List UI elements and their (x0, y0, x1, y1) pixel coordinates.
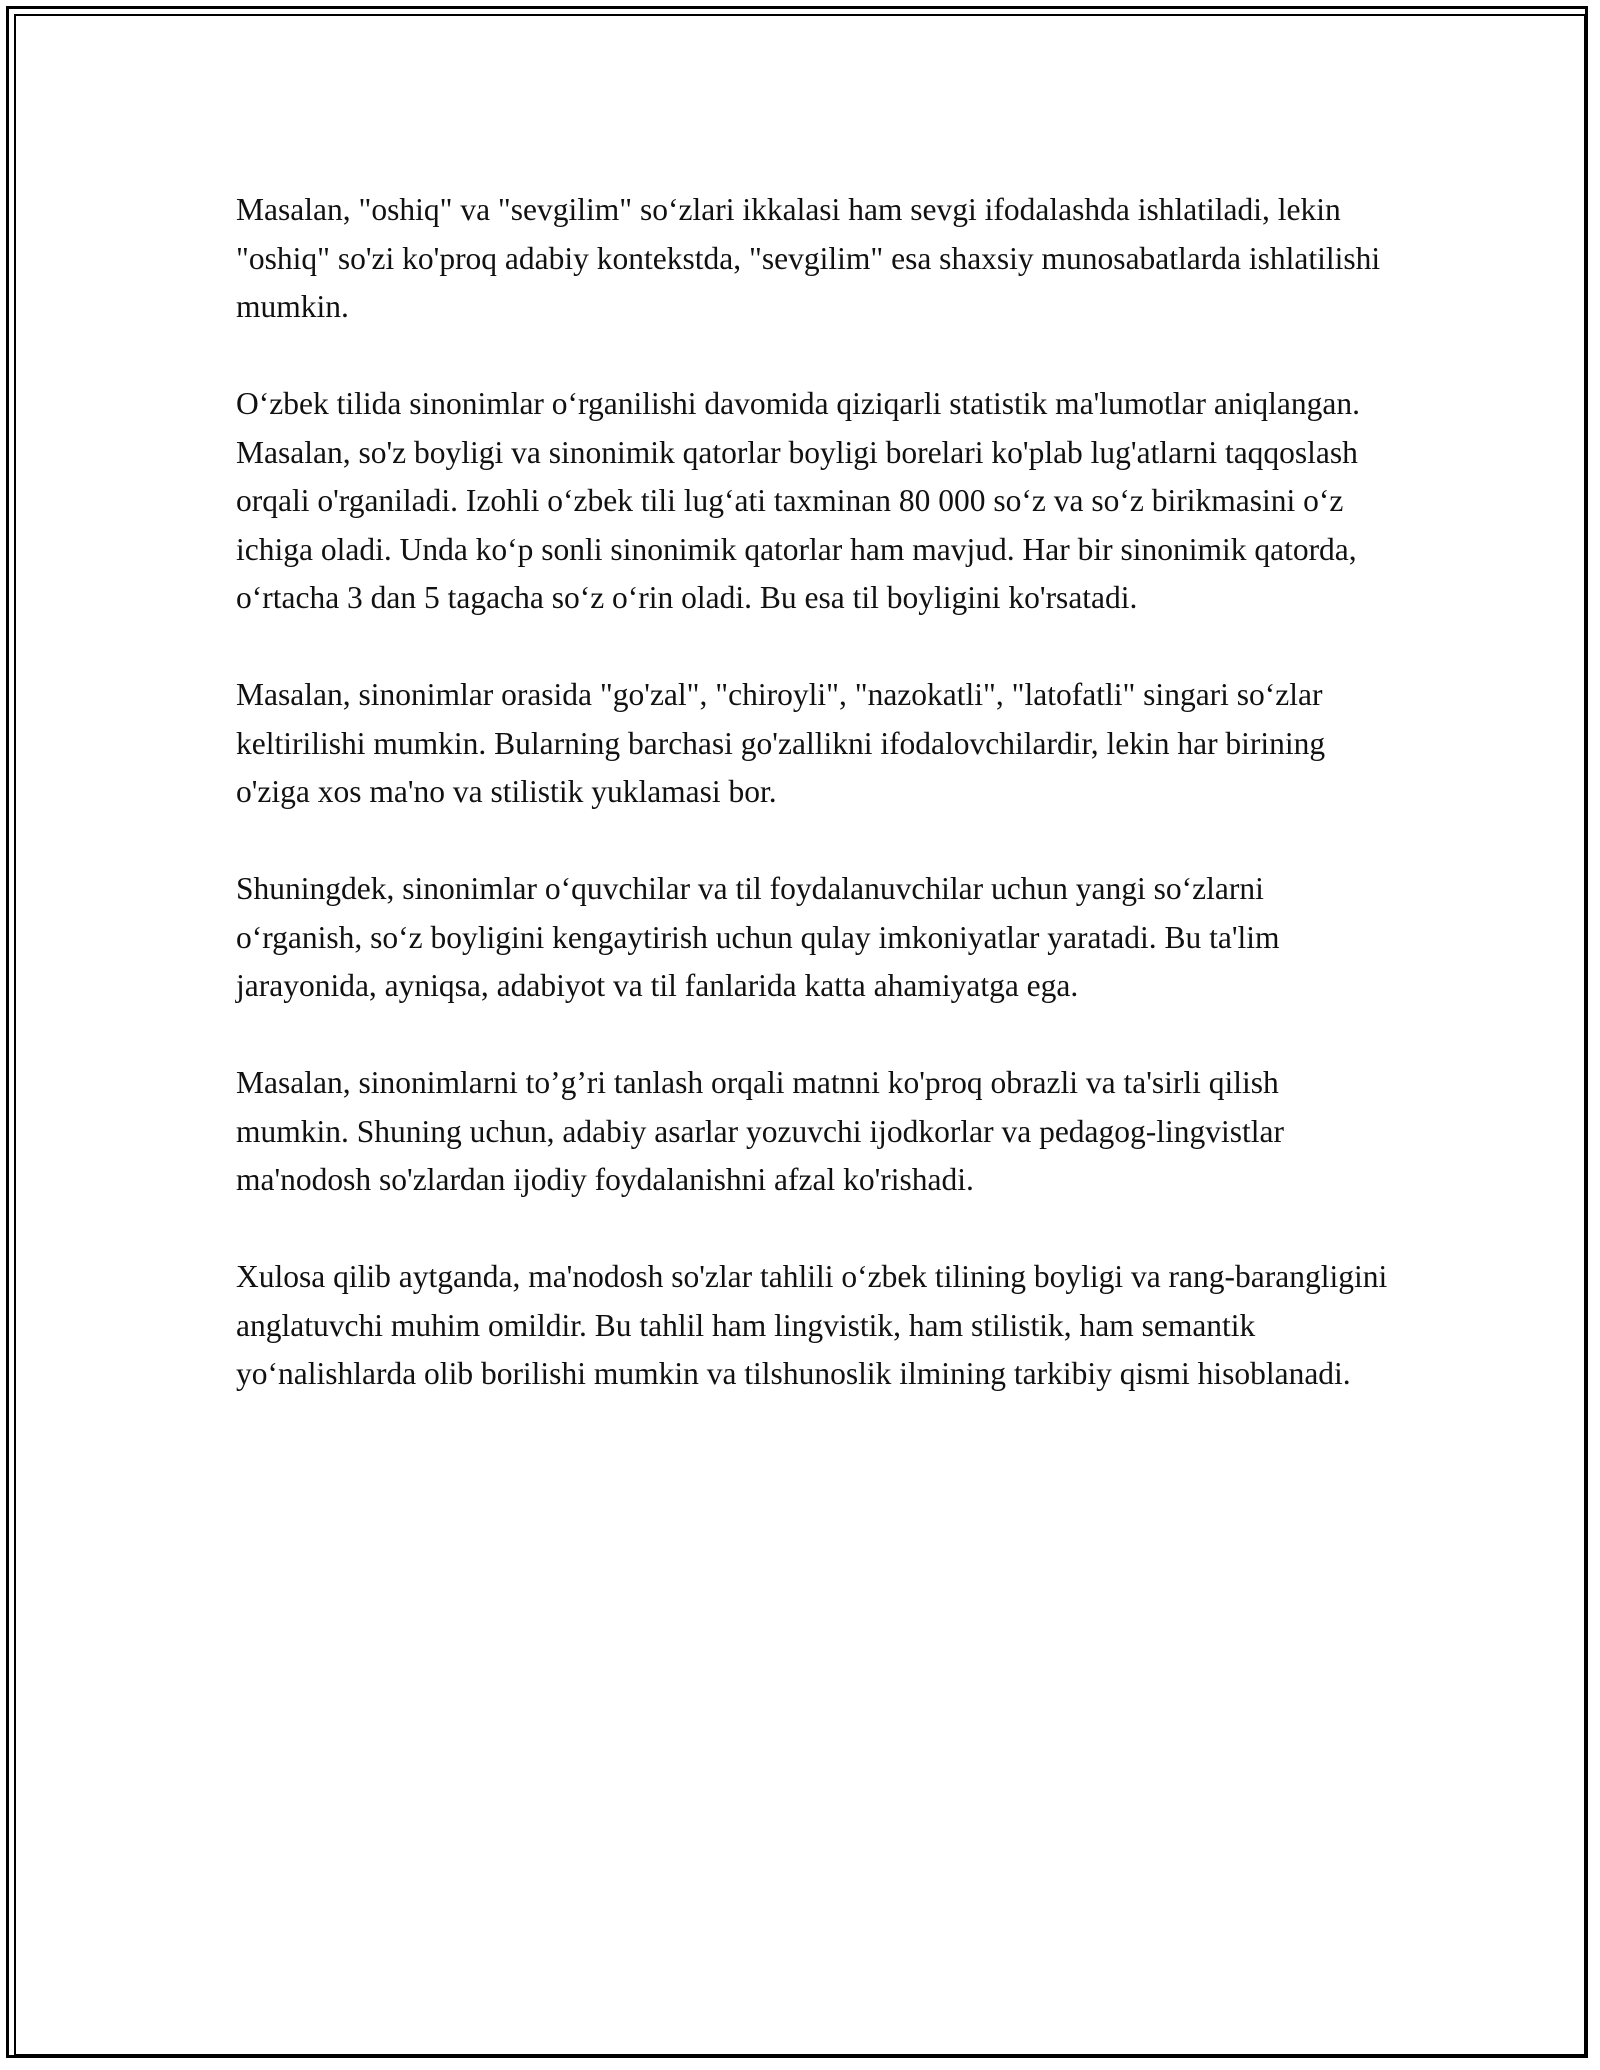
paragraph-synonym-example-beauty: Masalan, sinonimlar orasida "go'zal", "chiroyli", "nazokatli", "latofatli" singari so‘zlar keltirilishi mumkin. Bularning barchasi go'zallikni ifodalovchilardir, lekin har birining o'ziga xos ma'no va stilistik yuklamasi bor. (236, 677, 1326, 809)
paragraph-statistics: O‘zbek tilida sinonimlar o‘rganilishi davomida qiziqarli statistik ma'lumotlar aniqlangan. Masalan, so'z boyligi va sinonimik qatorlar boyligi borelari ko'plab lug'atlarni taqqoslash orqali o'rganiladi. Izohli o‘zbek tili lug‘ati taxminan 80 000 so‘z va so‘z birikmasini o‘z ichiga oladi. Unda ko‘p sonli sinonimik qatorlar ham mavjud. Har bir sinonimik qatorda, o‘rtacha 3 dan 5 tagacha so‘z o‘rin oladi. Bu esa til boyligini ko'rsatadi. (236, 386, 1360, 615)
document-body (236, 186, 1396, 1447)
paragraph-learning-benefits: Shuningdek, sinonimlar o‘quvchilar va til foydalanuvchilar uchun yangi so‘zlarni o‘rganish, so‘z boyligini kengaytirish uchun qulay imkoniyatlar yaratadi. Bu ta'lim jarayonida, ayniqsa, adabiyot va til fanlarida katta ahamiyatga ega. (236, 871, 1280, 1003)
paragraph-synonym-example-love: Masalan, "oshiq" va "sevgilim" so‘zlari ikkalasi ham sevgi ifodalashda ishlatiladi, lekin "oshiq" so'zi ko'proq adabiy kontekstda, "sevgilim" esa shaxsiy munosabatlarda ishlatilishi mumkin. (236, 192, 1381, 324)
paragraph-conclusion: Xulosa qilib aytganda, ma'nodosh so'zlar tahlili o‘zbek tilining boyligi va rang-barangligini anglatuvchi muhim omildir. Bu tahlil ham lingvistik, ham stilistik, ham semantik yo‘nalishlarda olib borilishi mumkin va tilshunoslik ilmining tarkibiy qismi hisoblanadi. (236, 1259, 1388, 1391)
paragraph-stylistic-choice: Masalan, sinonimlarni to’g’ri tanlash orqali matnni ko'proq obrazli va ta'sirli qilish mumkin. Shuning uchun, adabiy asarlar yozuvchi ijodkorlar va pedagog-lingvistlar ma'nodosh so'zlardan ijodiy foydalanishni afzal ko'rishadi. (236, 1065, 1285, 1197)
